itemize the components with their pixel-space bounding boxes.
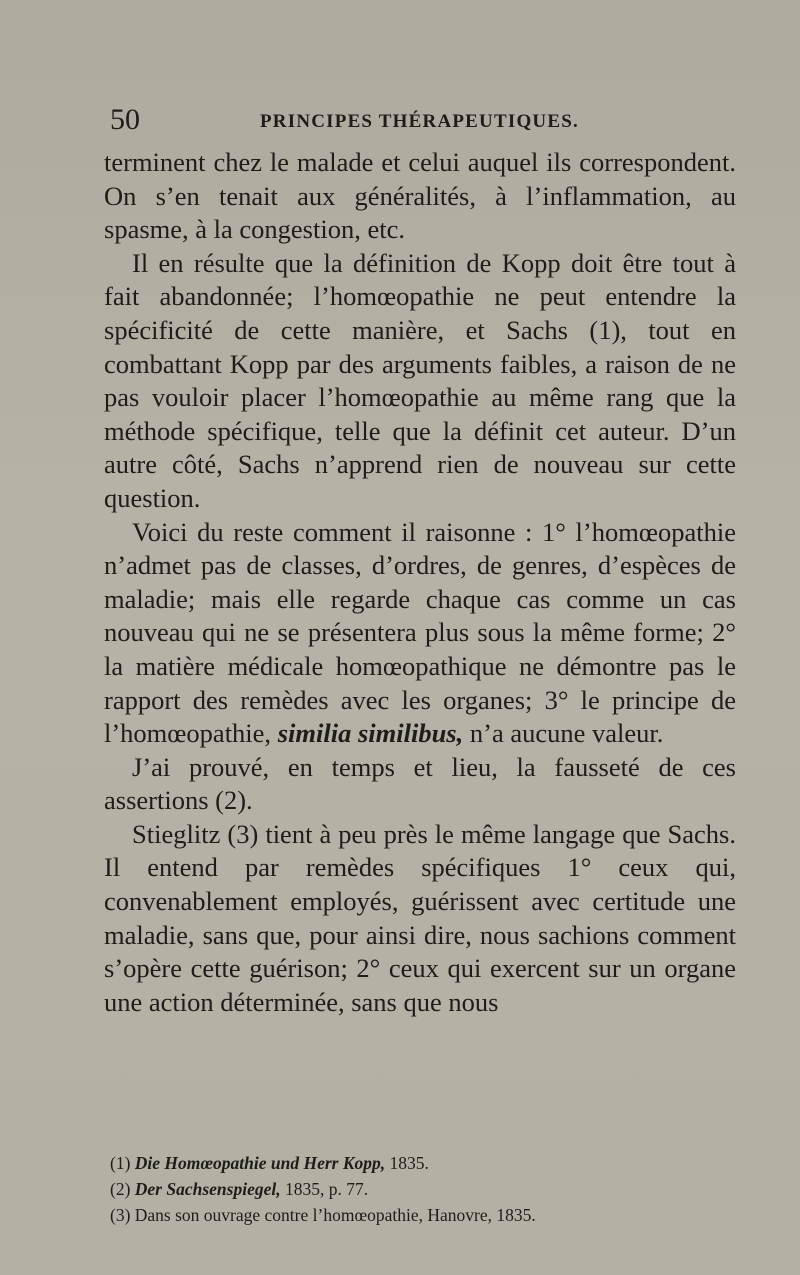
- footnote-1-date: 1835.: [385, 1153, 429, 1173]
- page-number: 50: [110, 103, 140, 136]
- body-text: [104, 146, 736, 1019]
- page-title: PRINCIPES THÉRAPEUTIQUES.: [260, 111, 579, 132]
- footnote-1-number: (1): [110, 1153, 135, 1173]
- paragraph-3: [104, 516, 736, 751]
- paragraph-1: terminent chez le malade et celui auquel ils correspondent. On s’en tenait aux généralités, à l’inflammation, au spasme, à la congestion, etc.: [104, 147, 736, 245]
- paragraph-3-text-start: Voici du reste comment il raisonne : 1° l’homœopathie n’admet pas de classes, d’ordres, de genres, d’espèces de maladie; mais elle regarde chaque cas comme un cas nouveau qui ne se présentera plus sous la même forme; 2° la matière médicale homœopathique ne démontre pas le rapport des remèdes avec les organes; 3° le principe de l’homœopathie,: [104, 516, 736, 749]
- footnote-2: [110, 1176, 740, 1202]
- running-head: [110, 100, 750, 140]
- latin-phrase: similia similibus,: [277, 718, 464, 749]
- paragraph-5: Stieglitz (3) tient à peu près le même langage que Sachs. Il entend par remèdes spécifiques 1° ceux qui, convenablement employés, guérissent avec certitude une maladie, sans que, pour ainsi dire, nous sachions comment s’opère cette guérison; 2° ceux qui exercent sur un organe une action déterminée, sans que nous: [104, 818, 736, 1017]
- paragraph-3-text-end: n’a aucune valeur.: [463, 718, 664, 749]
- footnote-2-date: 1835, p. 77.: [280, 1179, 369, 1199]
- paragraph-2: Il en résulte que la définition de Kopp doit être tout à fait abandonnée; l’homœopathie ne peut entendre la spécificité de cette manière, et Sachs (1), tout en combattant Kopp par des arguments faibles, a raison de ne pas vouloir placer l’homœopathie au même rang que la méthode spécifique, telle que la définit cet auteur. D’un autre côté, Sachs n’apprend rien de nouveau sur cette question.: [104, 247, 736, 513]
- paragraph-4: J’ai prouvé, en temps et lieu, la fausseté de ces assertions (2).: [104, 751, 736, 816]
- footnote-2-title: Der Sachsenspiegel,: [134, 1179, 281, 1199]
- footnote-3: (3) Dans son ouvrage contre l’homœopathie, Hanovre, 1835.: [110, 1205, 536, 1225]
- footnotes: [110, 1150, 740, 1228]
- footnote-1: [110, 1150, 740, 1176]
- footnote-2-number: (2): [110, 1179, 135, 1199]
- footnote-1-title: Die Homœopathie und Herr Kopp,: [134, 1153, 386, 1173]
